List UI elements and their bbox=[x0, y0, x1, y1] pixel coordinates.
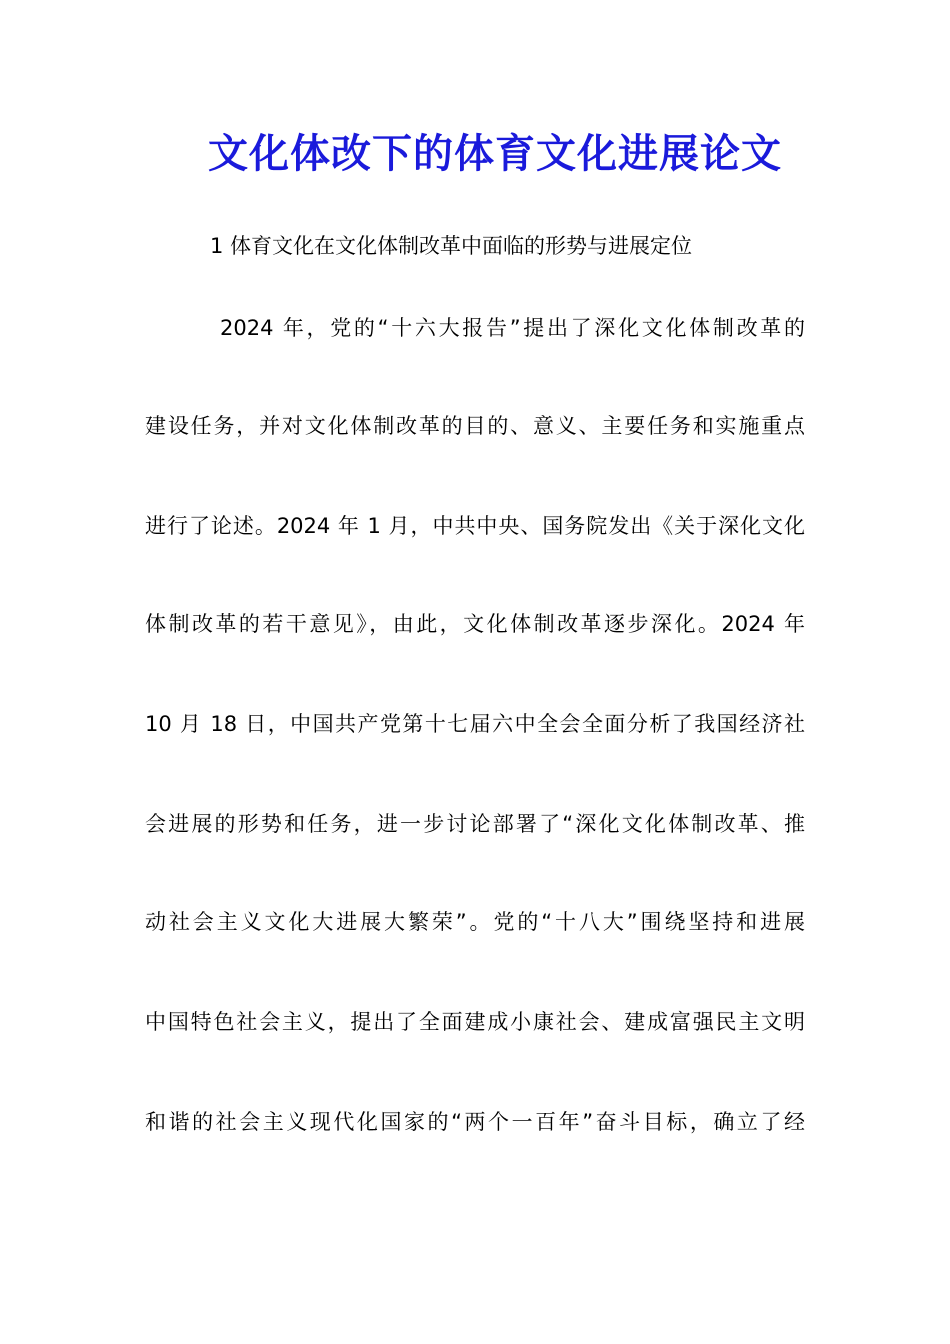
body-line: 会进展的形势和任务，进一步讨论部署了“深化文化体制改革、推 bbox=[145, 812, 805, 836]
section-heading: 1 体育文化在文化体制改革中面临的形势与进展定位 bbox=[210, 234, 693, 258]
body-line: 动社会主义文化大进展大繁荣”。党的“十八大”围绕坚持和进展 bbox=[145, 910, 805, 934]
body-line: 进行了论述。2024 年 1 月，中共中央、国务院发出《关于深化文化 bbox=[145, 514, 805, 538]
document-title: 文化体改下的体育文化进展论文 bbox=[208, 131, 782, 177]
body-line: 和谐的社会主义现代化国家的“两个一百年”奋斗目标，确立了经 bbox=[145, 1110, 805, 1134]
body-line: 2024 年，党的“十六大报告”提出了深化文化体制改革的 bbox=[220, 316, 805, 340]
body-line: 10 月 18 日，中国共产党第十七届六中全会全面分析了我国经济社 bbox=[145, 712, 805, 736]
body-line: 体制改革的若干意见》，由此，文化体制改革逐步深化。2024 年 bbox=[145, 612, 805, 636]
body-line: 建设任务，并对文化体制改革的目的、意义、主要任务和实施重点 bbox=[145, 414, 805, 438]
body-line: 中国特色社会主义，提出了全面建成小康社会、建成富强民主文明 bbox=[145, 1010, 805, 1034]
